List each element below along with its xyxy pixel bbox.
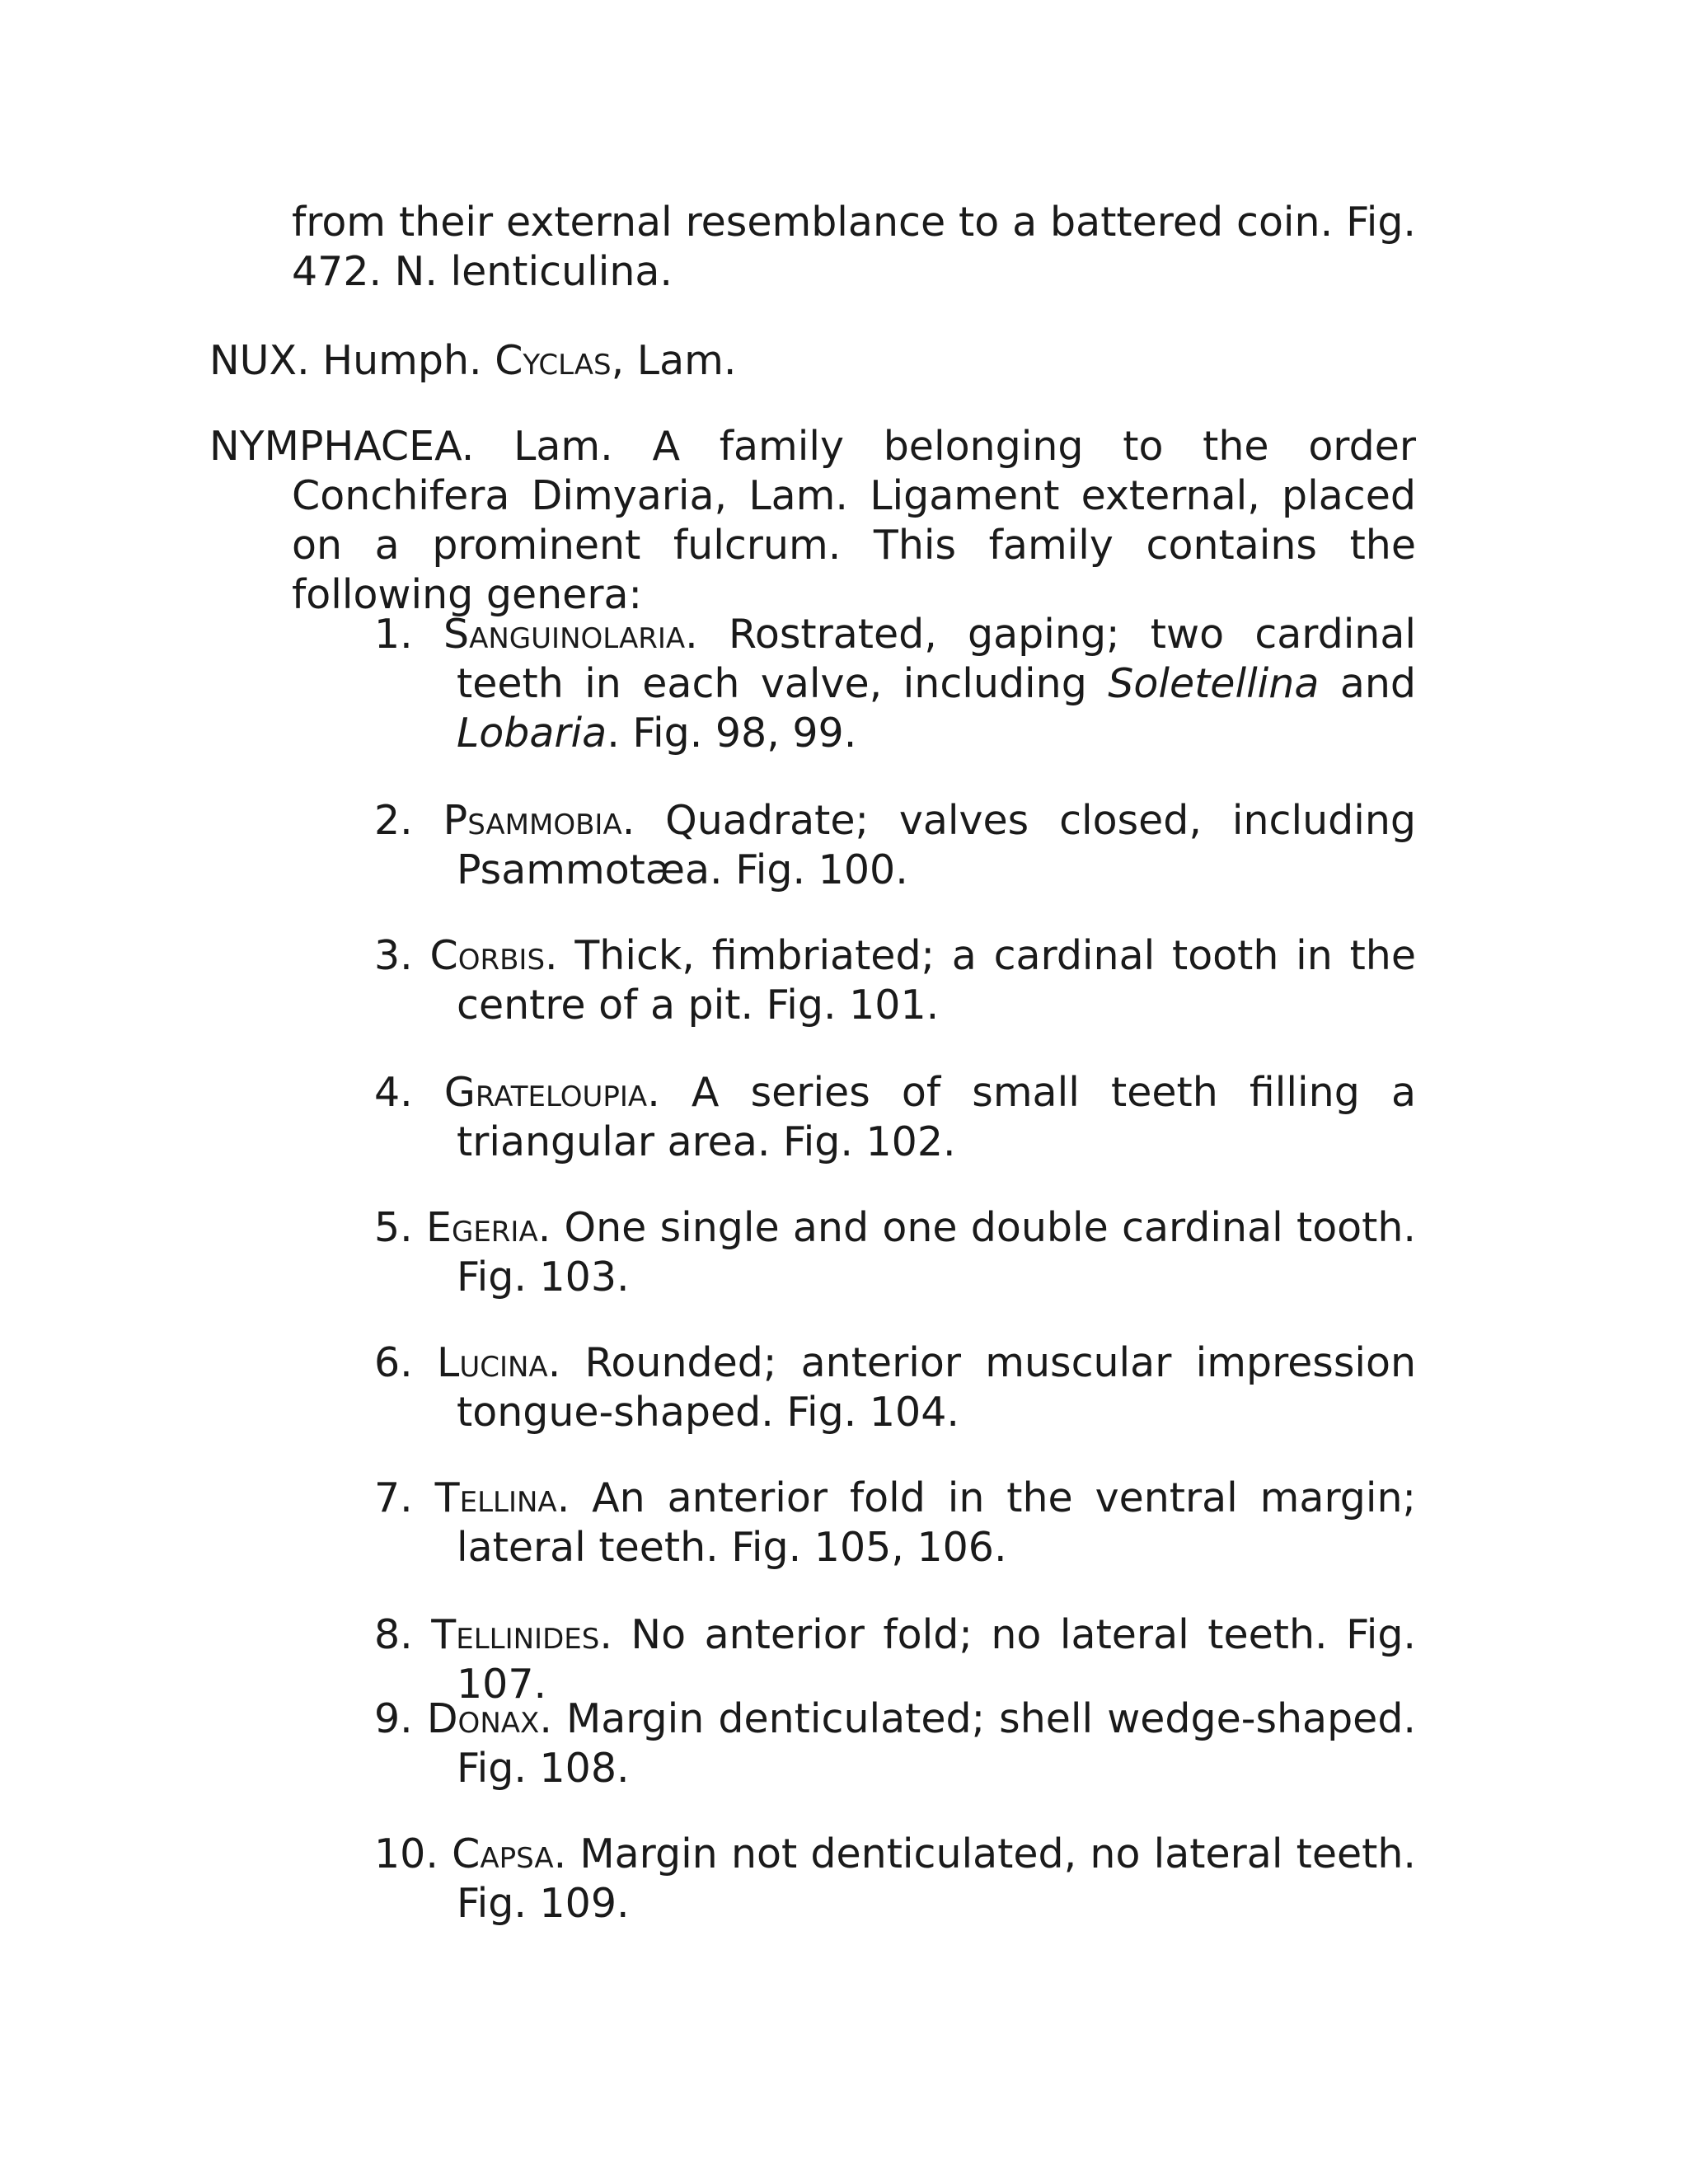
- genus-synonym: Soletellina: [1108, 660, 1320, 707]
- entry-text: , Lam.: [611, 337, 737, 384]
- genus-name: Donax: [426, 1695, 540, 1742]
- genus-item: [374, 931, 1416, 1030]
- continuation-text: from their external resemblance to a battered coin. Fig. 472. N. lenticulina.: [292, 199, 1416, 295]
- item-number: 9.: [374, 1695, 427, 1742]
- genus-item: [374, 1203, 1416, 1302]
- entry-nymphacea: [209, 422, 1416, 620]
- genus-description: and: [1319, 660, 1416, 707]
- item-number: 1.: [374, 611, 444, 658]
- genus-description: . Thick, fimbriated; a cardinal tooth in the centre of a pit. Fig. 101.: [457, 932, 1416, 1029]
- genus-item: [374, 1830, 1416, 1929]
- genus-name: Lucina: [437, 1339, 548, 1386]
- item-number: 4.: [374, 1069, 444, 1116]
- genus-description: . Rostrated, gaping; two cardinal teeth in each valve, including: [457, 611, 1416, 707]
- genus-name: Egeria: [426, 1204, 538, 1251]
- genus-description: . One single and one double cardinal tooth. Fig. 103.: [457, 1204, 1416, 1301]
- genus-description: . An anterior fold in the ventral margin; lateral teeth. Fig. 105, 106.: [457, 1474, 1417, 1571]
- genus-description: . Margin not denticulated, no lateral teeth. Fig. 109.: [457, 1830, 1416, 1927]
- genus-name: Corbis: [429, 932, 546, 979]
- item-number: 7.: [374, 1474, 435, 1521]
- entry-nux: [209, 336, 1416, 386]
- genus-description: . No anterior fold; no lateral teeth. Fig. 107.: [457, 1611, 1417, 1708]
- genus-name: Tellinides: [431, 1611, 600, 1658]
- item-number: 3.: [374, 932, 430, 979]
- genus-description: . Rounded; anterior muscular impression tongue-shaped. Fig. 104.: [457, 1339, 1416, 1436]
- entry-text: . Lam. A family belonging to the order Conchifera Dimyaria, Lam. Ligament external, placed on a prominent fulcrum. This family contains the following genera:: [292, 423, 1416, 618]
- item-number: 10.: [374, 1830, 452, 1877]
- item-number: 5.: [374, 1204, 427, 1251]
- genus-item: [374, 610, 1416, 758]
- genus-name: Sanguinolaria: [443, 611, 686, 658]
- genus-description: . Margin denticulated; shell wedge-shaped. Fig. 108.: [457, 1695, 1416, 1792]
- genus-name: Psammobia: [443, 797, 622, 844]
- entry-text: . Humph.: [297, 337, 495, 384]
- entry-term: NYMPHACEA: [209, 423, 462, 470]
- genus-name: Capsa: [452, 1830, 554, 1877]
- genus-description: . Fig. 98, 99.: [607, 710, 857, 757]
- genus-description: . A series of small teeth filling a triangular area. Fig. 102.: [457, 1069, 1416, 1165]
- genus-description: . Quadrate; valves closed, including Psammotæa. Fig. 100.: [457, 797, 1416, 893]
- genus-item: [374, 1338, 1416, 1437]
- item-number: 6.: [374, 1339, 438, 1386]
- genus-item: [374, 1694, 1416, 1793]
- genus-name: Tellina: [434, 1474, 557, 1521]
- genus-item: [374, 1068, 1416, 1167]
- genus-item: [374, 1474, 1416, 1572]
- cross-reference: Cyclas: [495, 337, 612, 384]
- item-number: 2.: [374, 797, 443, 844]
- entry-term: NUX: [209, 337, 298, 384]
- genus-synonym: Lobaria: [457, 710, 607, 757]
- genus-item: [374, 796, 1416, 895]
- continuation-paragraph: [292, 198, 1416, 297]
- item-number: 8.: [374, 1611, 432, 1658]
- genus-name: Grateloupia: [443, 1069, 648, 1116]
